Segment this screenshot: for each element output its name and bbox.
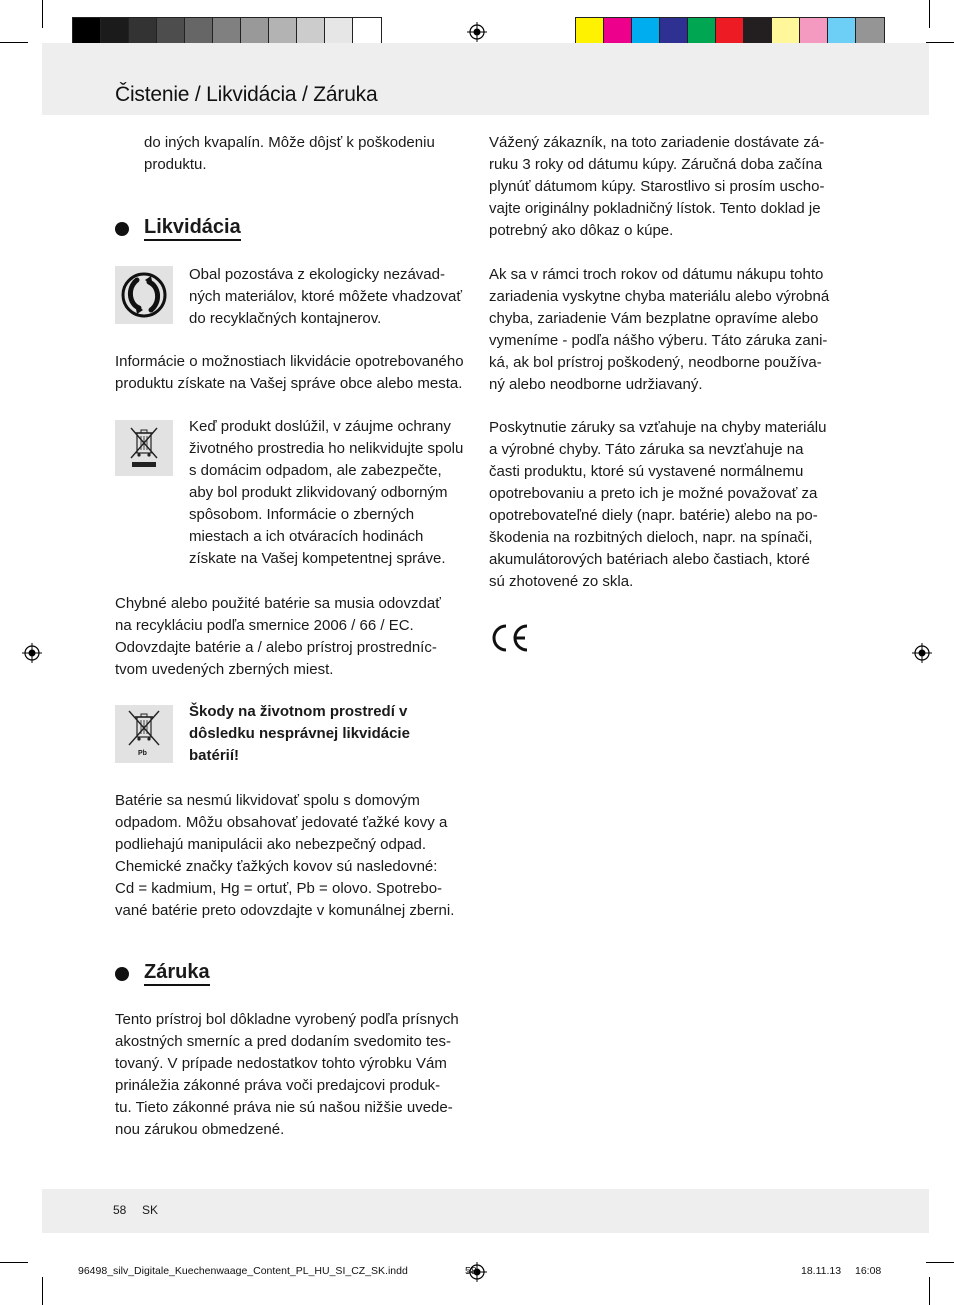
warranty-paragraph-2: Ak sa v rámci troch rokov od dátumu nákupu tohto zariadenia vyskytne chyba materiálu alebo výrobná chyba, zariadenie Vám bezplatne opravíme alebo vymeníme - podľa nášho výberu. Táto záruka zani- ká, ak bol prístroj poškodený, neodborne používa- ný alebo neodborne udržiavaný.	[489, 266, 830, 393]
color-swatch	[828, 18, 856, 46]
crossed-bin-icon	[115, 420, 173, 476]
section-heading-likvidacia: Likvidácia	[115, 216, 241, 241]
color-swatch	[353, 18, 381, 46]
ce-mark-icon	[489, 622, 531, 654]
color-swatch	[688, 18, 716, 46]
footer-band	[42, 1189, 929, 1233]
slug-date: 18.11.13	[801, 1265, 842, 1277]
weee-icon-box	[115, 420, 173, 476]
page-title: Čistenie / Likvidácia / Záruka	[115, 83, 378, 106]
crop-mark	[926, 42, 954, 43]
registration-mark-icon	[912, 643, 932, 663]
crop-mark	[0, 1262, 28, 1263]
weee-text: Keď produkt doslúžil, v záujme ochrany životného prostredia ho nelikvidujte spolu s domácim odpadom, ale zabezpečte, aby bol produkt zlikvidovaný odborným spôsobom. Informácie o zberných miestach a ich otváracích hodinách získate na Vašej kompetentnej správe.	[189, 418, 464, 567]
crop-mark	[929, 1277, 930, 1305]
battery-warning: Škody na životnom prostredí v dôsledku nesprávnej likvidácie batérií!	[189, 703, 410, 764]
color-swatch	[632, 18, 660, 46]
heavy-metals-text: Batérie sa nesmú likvidovať spolu s domovým odpadom. Môžu obsahovať jedovaté ťažké kovy a podliehajú manipulácii ako nebezpečný odpad. Chemické značky ťažkých kovov sú nasledovné: Cd = kadmium, Hg = ortuť, Pb = olovo. Spotrebo- vané batérie preto odovzdajte v komunálnej zberni.	[115, 792, 455, 919]
color-swatch	[297, 18, 325, 46]
color-swatch	[576, 18, 604, 46]
registration-mark-icon	[22, 643, 42, 663]
crop-mark	[926, 1262, 954, 1263]
crop-mark	[0, 42, 28, 43]
slug-filename: 96498_silv_Digitale_Kuechenwaage_Content_PL_HU_SI_CZ_SK.indd	[78, 1265, 408, 1277]
slug-time: 16:08	[855, 1265, 882, 1277]
packaging-text: Obal pozostáva z ekologicky nezávad- ných materiálov, ktoré môžete vhadzovať do recyklačných kontajnerov.	[189, 266, 462, 327]
bullet-icon	[115, 222, 129, 236]
warranty-intro-text: Tento prístroj bol dôkladne vyrobený podľa prísnych akostných smerníc a pred dodaním svedomito tes- tovaný. V prípade nedostatkov tohto výrobku Vám prináležia zákonné práva voči predajcovi produk- tu. Tieto zákonné práva nie sú našou nižšie uvede- nou zárukou obmedzené.	[115, 1011, 459, 1138]
color-swatch	[157, 18, 185, 46]
bullet-icon	[115, 967, 129, 981]
color-swatch	[269, 18, 297, 46]
recycling-icon-box	[115, 266, 173, 324]
slug-sheet: 58	[465, 1265, 477, 1277]
crop-mark	[42, 0, 43, 28]
color-swatch	[129, 18, 157, 46]
crop-mark	[42, 1277, 43, 1305]
color-swatch	[325, 18, 353, 46]
section-heading-zaruka: Záruka	[115, 961, 210, 986]
warranty-paragraph-3: Poskytnutie záruky sa vzťahuje na chyby materiálu a výrobné chyby. Táto záruka sa nevzťahuje na časti produktu, ktoré sú vystavené normálnemu opotrebovaniu a preto ich je možné považovať za opotrebovateľné diely (napr. batérie) alebo na po- škodenia na rozbitných dieloch, napr. na spínači, akumulátorových batériach alebo častiach, ktoré sú zhotovené zo skla.	[489, 419, 827, 590]
battery-disposal-icon-box	[115, 705, 173, 763]
warranty-paragraph-1: Vážený zákazník, na toto zariadenie dostávate zá- ruku 3 roky od dátumu kúpy. Záručná doba začína plynúť dátumom kúpy. Starostlivo si prosím uscho- vajte originálny pokladničný lístok. Tento doklad je potrebný ako dôkaz o kúpe.	[489, 134, 825, 239]
disposal-info-text: Informácie o možnostiach likvidácie opotrebovaného produktu získate na Vašej správe obce alebo mesta.	[115, 353, 464, 392]
color-swatch	[800, 18, 828, 46]
color-swatch	[185, 18, 213, 46]
pb-label: Pb	[138, 750, 147, 757]
page-number: 58	[113, 1203, 127, 1217]
crop-mark	[929, 0, 930, 28]
color-swatch	[604, 18, 632, 46]
color-swatch	[73, 18, 101, 46]
color-swatch	[772, 18, 800, 46]
battery-directive-text: Chybné alebo použité batérie sa musia odovzdať na recykláciu podľa smernice 2006 / 66 / EC. Odovzdajte batérie a / alebo prístroj prostredníc- tvom uvedených zberných miest.	[115, 595, 441, 678]
color-swatch	[101, 18, 129, 46]
color-swatch	[241, 18, 269, 46]
color-swatch	[716, 18, 744, 46]
intro-text: do iných kvapalín. Môže dôjsť k poškodeniu produktu.	[144, 134, 435, 173]
green-dot-recycling-icon	[115, 266, 173, 324]
color-swatch	[856, 18, 884, 46]
color-swatch	[213, 18, 241, 46]
registration-mark-icon	[467, 22, 487, 42]
language-code: SK	[142, 1203, 159, 1217]
color-swatch	[660, 18, 688, 46]
color-swatch	[744, 18, 772, 46]
